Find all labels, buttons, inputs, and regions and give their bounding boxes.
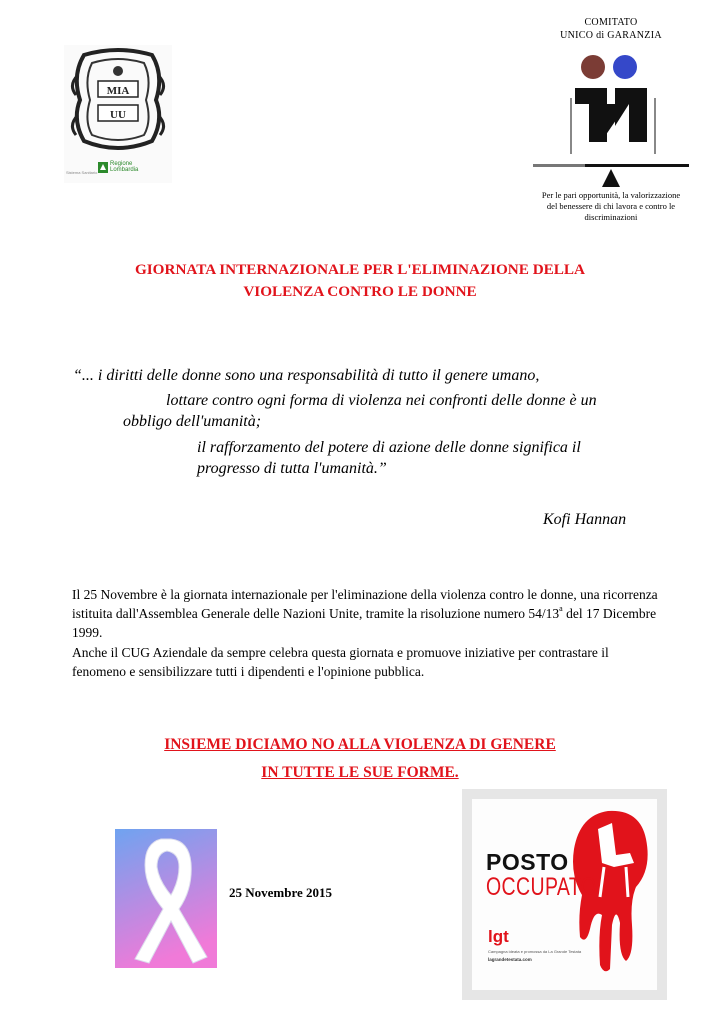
event-date: 25 Novembre 2015: [229, 885, 333, 900]
body-paragraph: Anche il CUG Aziendale da sempre celebra questa giornata e promuove iniziative per contrastare il fenomeno e sensibilizzare tutti i dipendenti e l'opinione pubblica.: [72, 645, 609, 679]
slogan-line: IN TUTTE LE SUE FORME.: [261, 764, 459, 781]
body-paragraph: Il 25 Novembre è la giornata internazionale per l'eliminazione della violenza contro le donne, una ricorrenza istituita dall'Assemblea Generale delle Nazioni Unite, tramite la risoluzione numero 54/13$^a$ del 17 Dicembre 1999.: [72, 587, 658, 640]
sistema-label: Sistema Sanitario: [66, 170, 98, 175]
ribbon-icon: [115, 829, 217, 968]
quote-line: il rafforzamento del potere di azione delle donne significa il: [197, 439, 581, 456]
quote-author: Kofi Hannan: [543, 511, 627, 528]
quote-line: “... i diritti delle donne sono una responsabilità di tutto il genere umano,: [73, 367, 540, 384]
svg-text:MIA: MIA: [106, 85, 130, 97]
poster-subtitle: OCCUPATO: [486, 873, 597, 901]
page-title: GIORNATA INTERNAZIONALE PER L'ELIMINAZIONE DELLA VIOLENZA CONTRO LE DONNE: [134, 261, 586, 300]
poster-title: POSTO: [486, 849, 569, 875]
cug-title: COMITATO UNICO di GARANZIA: [560, 17, 662, 41]
quote-line: progresso di tutta l'umanità.”: [197, 460, 387, 477]
lgt-logo: lgt: [488, 927, 509, 946]
balance-scale-icon: [531, 46, 691, 191]
slogan-line: INSIEME DICIAMO NO ALLA VIOLENZA DI GENERE: [164, 736, 556, 753]
cug-logo: [531, 16, 691, 231]
cug-caption: Per le pari opportunità, la valorizzazione del benessere di chi lavora e contro le discriminazioni: [541, 190, 681, 222]
quote-line: lottare contro ogni forma di violenza nei confronti delle donne è un: [166, 392, 597, 409]
poster-campaign-text: Campagna ideata e promossa da La Grande Testata: [488, 949, 582, 954]
regione-lombardia-icon: [98, 160, 108, 171]
regione-label: Regione Lombardia: [110, 161, 139, 173]
crest-icon: [64, 45, 172, 163]
svg-text:UU: UU: [110, 109, 126, 121]
quote-line: obbligo dell'umanità;: [123, 413, 262, 430]
posto-occupato-poster: [462, 789, 667, 1000]
awareness-ribbon-image: [115, 829, 217, 968]
poster-url: lagrandetestata.com: [488, 957, 532, 962]
